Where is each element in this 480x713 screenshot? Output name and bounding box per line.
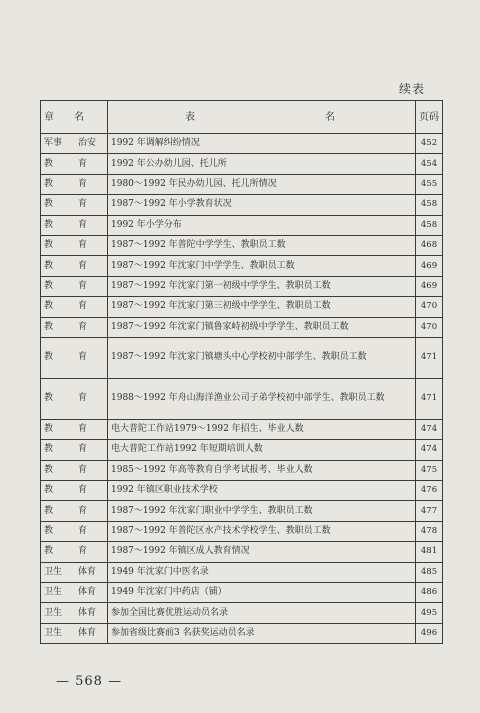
page-cell: 468 xyxy=(416,235,443,255)
page-cell: 495 xyxy=(416,603,443,623)
table-title-cell: 1949 年沈家门中医名录 xyxy=(108,562,416,582)
chapter-cell: 教 育 xyxy=(41,235,108,255)
continued-label: 续表 xyxy=(399,82,426,96)
chapter-cell: 军事 治安 xyxy=(41,134,108,154)
table-row xyxy=(41,583,443,603)
page-cell: 471 xyxy=(416,337,443,378)
table-title-cell: 1987～1992 年沈家门镇塘头中心学校初中部学生、教职员工数 xyxy=(108,337,416,378)
table-row xyxy=(41,501,443,521)
table-row xyxy=(41,154,443,174)
table-title-cell: 1987～1992 年沈家门镇鲁家峙初级中学学生、教职员工数 xyxy=(108,317,416,337)
table-title-cell: 1987～1992 年普陀区水产技术学校学生、教职员工数 xyxy=(108,521,416,541)
table-title-cell: 1980～1992 年民办幼儿园、托儿所情况 xyxy=(108,174,416,194)
page-cell: 486 xyxy=(416,583,443,603)
chapter-cell: 教 育 xyxy=(41,256,108,276)
table-row xyxy=(41,378,443,419)
page-cell: 471 xyxy=(416,378,443,419)
page-number: — 568 — xyxy=(56,674,123,689)
table-row xyxy=(41,317,443,337)
page-cell: 452 xyxy=(416,134,443,154)
chapter-cell: 教 育 xyxy=(41,276,108,296)
page-cell: 474 xyxy=(416,440,443,460)
table-title-cell: 1992 年公办幼儿园、托儿所 xyxy=(108,154,416,174)
page-cell: 474 xyxy=(416,419,443,439)
table-title-cell: 1987～1992 年小学教育状况 xyxy=(108,195,416,215)
page-cell: 469 xyxy=(416,256,443,276)
chapter-cell: 卫生 体育 xyxy=(41,623,108,643)
chapter-cell: 教 育 xyxy=(41,174,108,194)
page-cell: 454 xyxy=(416,154,443,174)
page-cell: 469 xyxy=(416,276,443,296)
chapter-cell: 教 育 xyxy=(41,297,108,317)
table-title-cell: 1992 年小学分布 xyxy=(108,215,416,235)
chapter-cell: 卫生 体育 xyxy=(41,562,108,582)
table-row xyxy=(41,419,443,439)
table-row xyxy=(41,460,443,480)
page-cell: 477 xyxy=(416,501,443,521)
chapter-cell: 卫生 体育 xyxy=(41,583,108,603)
page-cell: 458 xyxy=(416,215,443,235)
page-cell: 458 xyxy=(416,195,443,215)
table-row xyxy=(41,256,443,276)
table-row xyxy=(41,542,443,562)
page-cell: 478 xyxy=(416,521,443,541)
chapter-cell: 教 育 xyxy=(41,154,108,174)
chapter-cell: 教 育 xyxy=(41,501,108,521)
chapter-cell: 卫生 体育 xyxy=(41,603,108,623)
table-header-row xyxy=(41,101,443,134)
table-row xyxy=(41,440,443,460)
table-title-cell: 电大普陀工作站1992 年短期培训人数 xyxy=(108,440,416,460)
page-cell: 475 xyxy=(416,460,443,480)
table-row xyxy=(41,603,443,623)
table-row xyxy=(41,297,443,317)
page-cell: 481 xyxy=(416,542,443,562)
page-cell: 496 xyxy=(416,623,443,643)
table-title-cell: 1987～1992 年沈家门职业中学学生、教职员工数 xyxy=(108,501,416,521)
chapter-cell: 教 育 xyxy=(41,481,108,501)
chapter-cell: 教 育 xyxy=(41,337,108,378)
table-row xyxy=(41,215,443,235)
page-cell: 485 xyxy=(416,562,443,582)
table-title-cell: 1992 年镇区职业技术学校 xyxy=(108,481,416,501)
table-row xyxy=(41,481,443,501)
table-title-cell: 1985～1992 年高等教育自学考试报考、毕业人数 xyxy=(108,460,416,480)
chapter-cell: 教 育 xyxy=(41,460,108,480)
table-title-cell: 参加省级比赛前3 名获奖运动员名录 xyxy=(108,623,416,643)
page-cell: 476 xyxy=(416,481,443,501)
chapter-cell: 教 育 xyxy=(41,542,108,562)
table-row xyxy=(41,174,443,194)
chapter-cell: 教 育 xyxy=(41,419,108,439)
table-title-cell: 参加全国比赛优胜运动员名录 xyxy=(108,603,416,623)
chapter-cell: 教 育 xyxy=(41,195,108,215)
page-cell: 470 xyxy=(416,317,443,337)
table-title-cell: 1988～1992 年舟山海洋渔业公司子弟学校初中部学生、教职员工数 xyxy=(108,378,416,419)
header-chapter: 章 名 xyxy=(41,101,108,134)
chapter-cell: 教 育 xyxy=(41,215,108,235)
index-table xyxy=(40,100,443,644)
header-table-name: 表 名 xyxy=(108,101,416,134)
chapter-cell: 教 育 xyxy=(41,521,108,541)
table-title-cell: 1949 年沈家门中药店（铺） xyxy=(108,583,416,603)
table-title-cell: 电大普陀工作站1979～1992 年招生、毕业人数 xyxy=(108,419,416,439)
header-page: 页码 xyxy=(416,101,443,134)
chapter-cell: 教 育 xyxy=(41,378,108,419)
table-row xyxy=(41,134,443,154)
page-cell: 455 xyxy=(416,174,443,194)
table-row xyxy=(41,562,443,582)
table-title-cell: 1987～1992 年沈家门第一初级中学学生、教职员工数 xyxy=(108,276,416,296)
table-row xyxy=(41,235,443,255)
table-row xyxy=(41,195,443,215)
chapter-cell: 教 育 xyxy=(41,440,108,460)
table-row xyxy=(41,276,443,296)
table-title-cell: 1987～1992 年镇区成人教育情况 xyxy=(108,542,416,562)
table-row xyxy=(41,337,443,378)
table-title-cell: 1992 年调解纠纷情况 xyxy=(108,134,416,154)
table-title-cell: 1987～1992 年普陀中学学生、教职员工数 xyxy=(108,235,416,255)
chapter-cell: 教 育 xyxy=(41,317,108,337)
table-title-cell: 1987～1992 年沈家门中学学生、教职员工数 xyxy=(108,256,416,276)
table-row xyxy=(41,623,443,643)
page-cell: 470 xyxy=(416,297,443,317)
table-title-cell: 1987～1992 年沈家门第三初级中学学生、教职员工数 xyxy=(108,297,416,317)
table-row xyxy=(41,521,443,541)
